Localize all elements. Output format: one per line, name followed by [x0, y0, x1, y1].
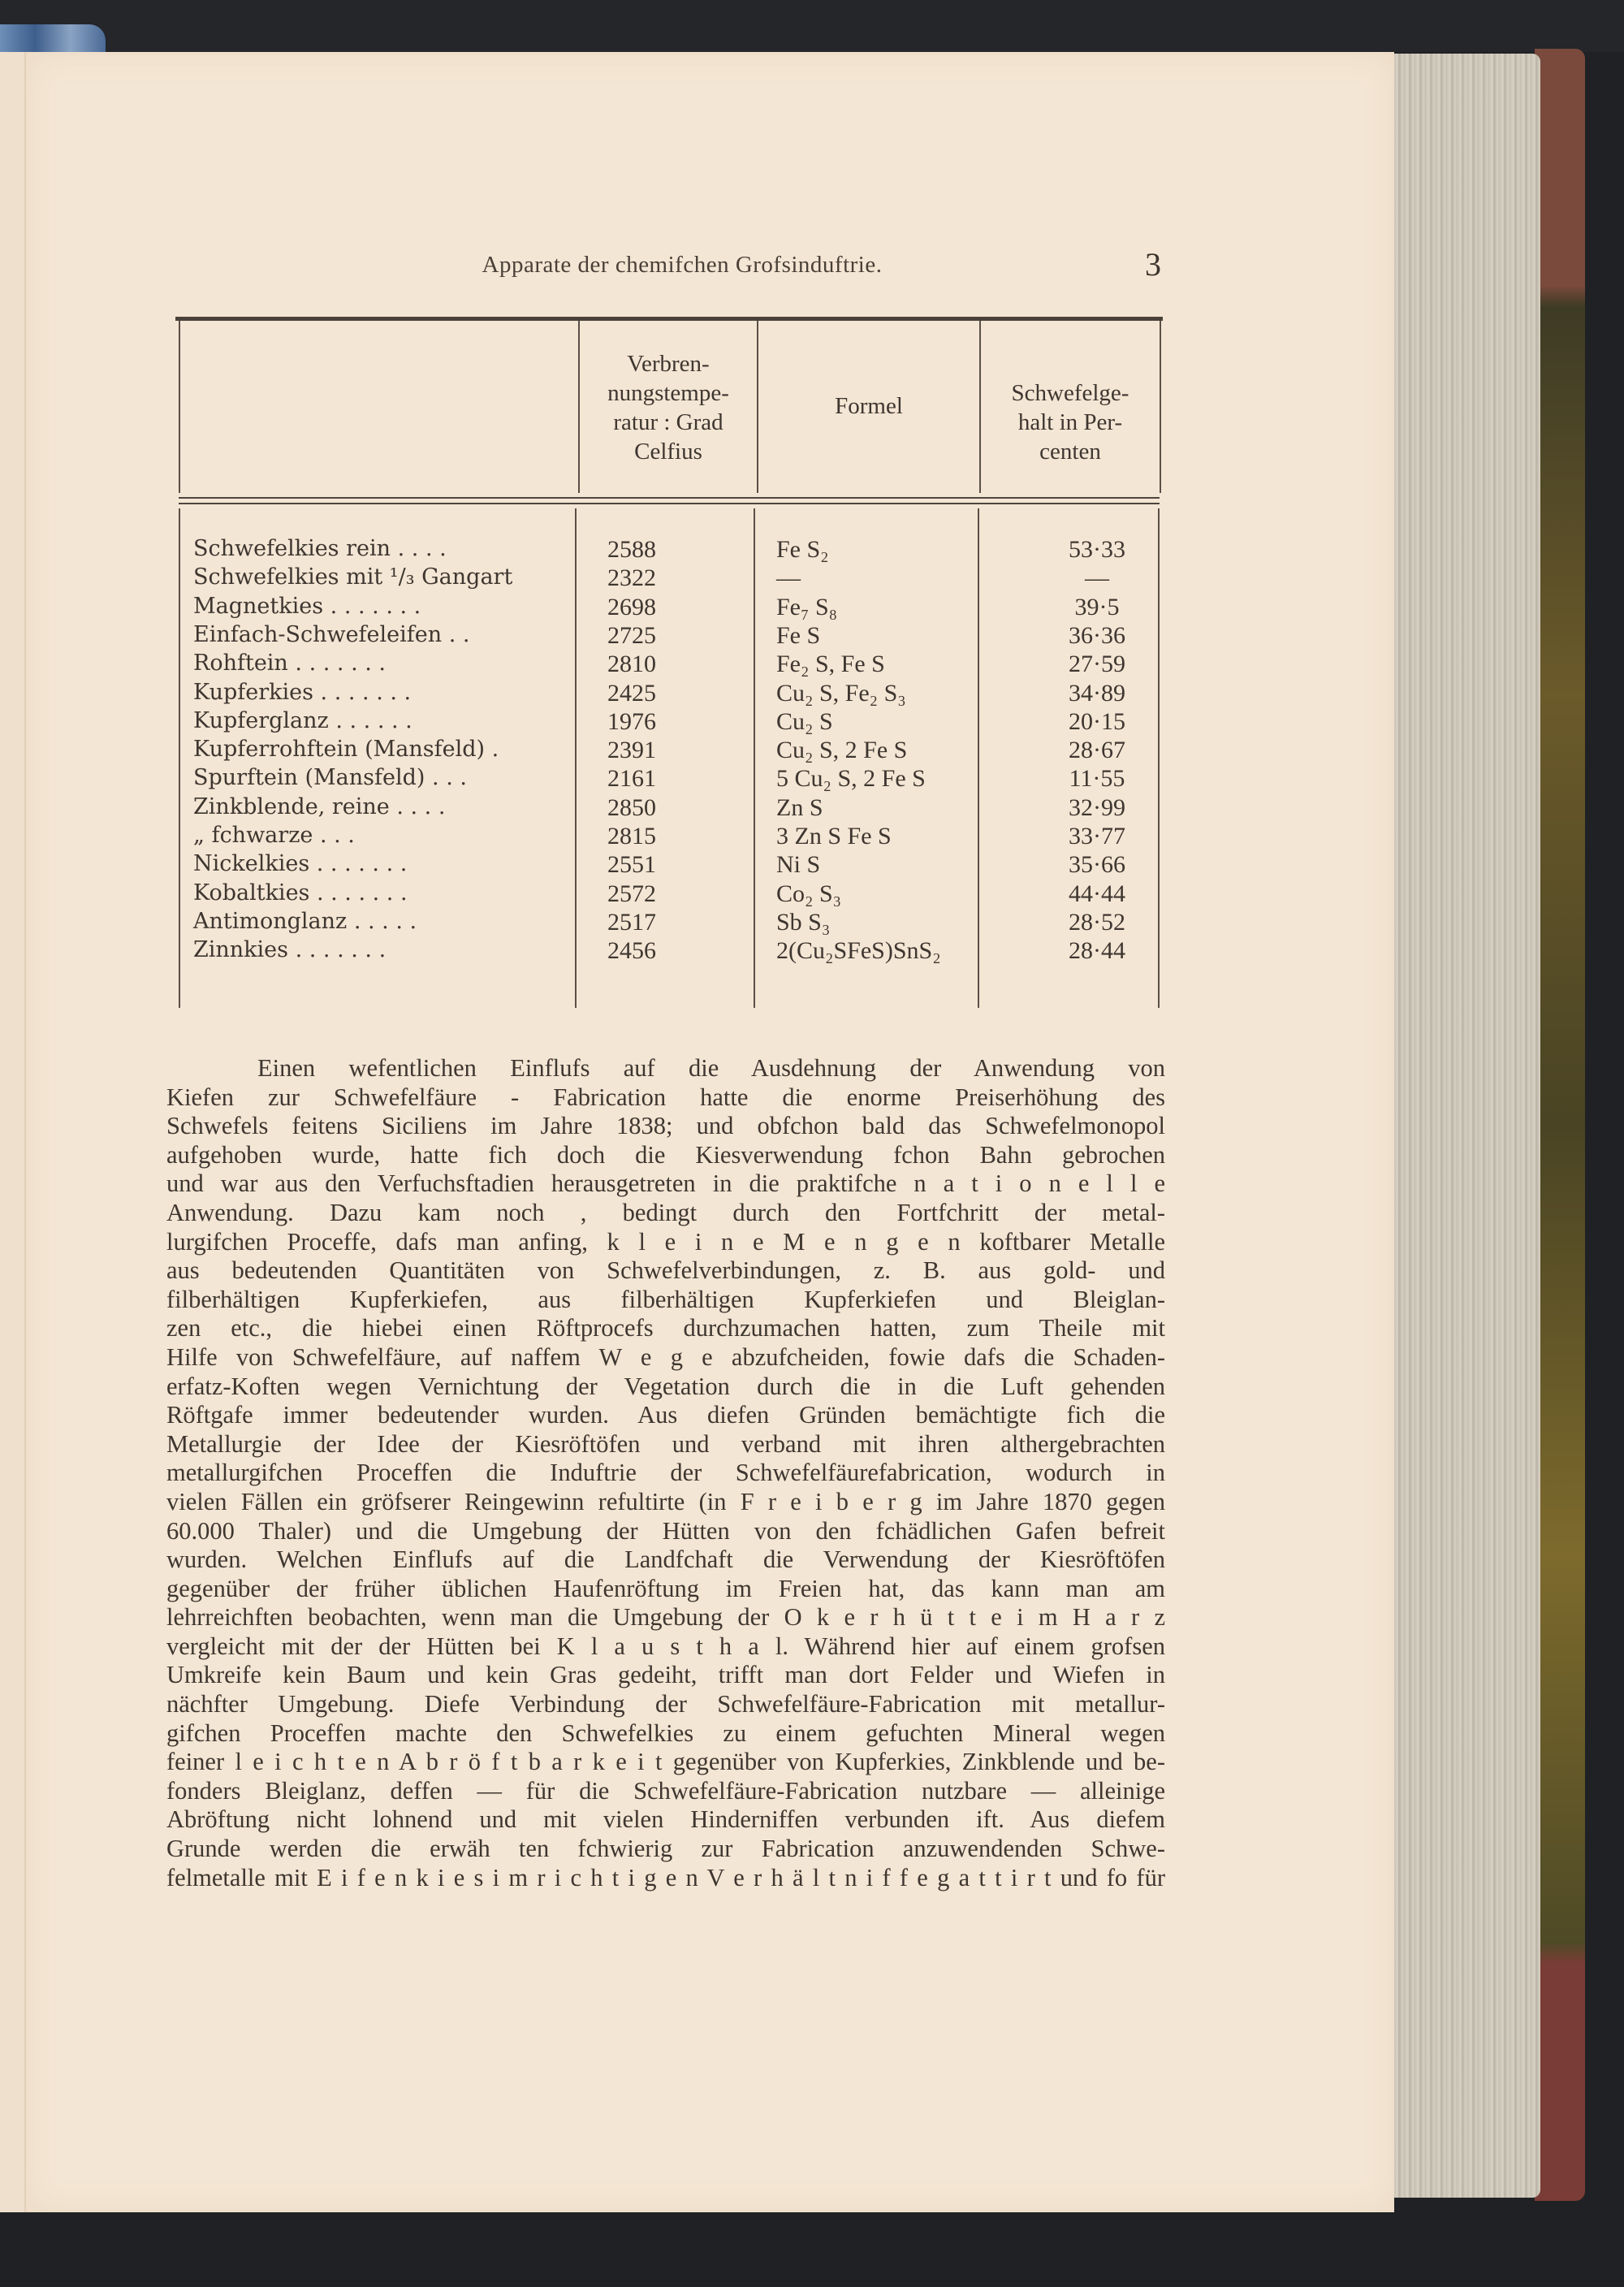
cell-sulfur-percent: 20·15: [1069, 707, 1125, 735]
cell-temperature: 2551: [607, 851, 656, 879]
cell-formula: Fe₇ S₈: [776, 593, 838, 620]
text-line: lurgifchen Proceffe, dafs man anfing, k l e i n e M e n g e n koftbarer Metalle: [166, 1227, 1165, 1256]
text-line: Röftgafe immer bedeutender wurden. Aus diefen Gründen bemächtigte fich die: [166, 1401, 1165, 1429]
text-line: aufgehoben wurde, hatte fich doch die Kiesverwendung fchon Bahn gebrochen: [166, 1140, 1165, 1169]
text-line: nächfter Umgebung. Diefe Verbindung der Schwefelfäure-Fabrication mit metallur-: [166, 1690, 1165, 1718]
header-temperature: [580, 349, 757, 466]
cell-sulfur-percent: 28·44: [1069, 937, 1125, 965]
text-line: und war aus den Verfuchsftadien herausgetreten in die praktifche n a t i o n e l l e: [166, 1169, 1165, 1198]
text-line: 60.000 Thaler) und die Umgebung der Hütten von den fchädlichen Gafen befreit: [166, 1516, 1165, 1545]
cell-temperature: 2815: [607, 823, 656, 850]
cell-formula: Sb S₃: [776, 908, 831, 936]
text-line: gegenüber der früher üblichen Haufenröftung im Freien hat, das kann man am: [166, 1574, 1165, 1602]
header-sulfur-content: [981, 378, 1160, 466]
text-line: vergleicht mit der der Hütten bei K l a u s t h a l. Während hier auf einem grofsen: [166, 1632, 1165, 1660]
text-line: feiner l e i c h t e n A b r ö f t b a r k e i t gegenüber von Kupferkies, Zinkblende und be-: [166, 1748, 1165, 1776]
text-line: gifchen Proceffen machte den Schwefelkies zu einem gefuchten Mineral wegen: [166, 1718, 1165, 1747]
cell-temperature: 2850: [607, 793, 656, 821]
column-divider: [575, 508, 577, 1008]
cell-sulfur-percent: 27·59: [1069, 651, 1125, 678]
table-border-right: [1160, 321, 1161, 493]
text-line: Anwendung. Dazu kam noch , bedingt durch den Fortfchritt der metal-: [166, 1198, 1165, 1226]
cell-formula: Fe₂ S, Fe S: [776, 651, 885, 678]
text-line: vielen Fällen ein gröfserer Reingewinn refultirte (in F r e i b e r g im Jahre 1870 gegen: [166, 1487, 1165, 1515]
cell-sulfur-percent: —: [1085, 564, 1109, 592]
cell-temperature: 2322: [607, 564, 656, 592]
cell-formula: Ni S: [776, 851, 821, 879]
cell-sulfur-percent: 35·66: [1069, 851, 1125, 879]
cell-temperature: 1976: [607, 707, 656, 735]
text-line: aus bedeutenden Quantitäten von Schwefelverbindungen, z. B. aus gold- und: [166, 1256, 1165, 1285]
table-header-rule: [179, 497, 1160, 499]
cell-sulfur-percent: 33·77: [1069, 823, 1125, 850]
body-paragraph: [166, 1054, 1165, 1892]
cell-mineral-name: Nickelkies . . . . . . .: [193, 851, 408, 877]
cell-formula: Zn S: [776, 793, 823, 821]
cell-formula: 2(Cu₂SFeS)SnS₂: [776, 937, 941, 965]
cell-sulfur-percent: 32·99: [1069, 793, 1125, 821]
cell-mineral-name: Kupferkies . . . . . . .: [193, 679, 412, 705]
cell-mineral-name: Schwefelkies mit ¹/₃ Gangart: [193, 564, 513, 590]
cell-formula: Cu₂ S, 2 Fe S: [776, 737, 908, 764]
cell-sulfur-percent: 36·36: [1069, 621, 1125, 649]
text-line: filberhältigen Kupferkiefen, aus filberhältigen Kupferkiefen und Bleiglan-: [166, 1285, 1165, 1313]
header-line: centen: [1039, 439, 1101, 465]
book-cover-edge: [1535, 49, 1585, 2201]
text-line: Schwefels feitens Siciliens im Jahre 1838; und obfchon bald das Schwefelmonopol: [166, 1112, 1165, 1140]
book-cover-background: [0, 0, 1624, 52]
table-header-rule: [179, 503, 1160, 504]
cell-temperature: 2725: [607, 621, 656, 649]
cell-sulfur-percent: 28·67: [1069, 737, 1125, 764]
text-line: Abröftung nicht lohnend und mit vielen Hinderniffen verbunden ift. Aus diefem: [166, 1805, 1165, 1834]
text-line: wurden. Welchen Einflufs auf die Landfchaft die Verwendung der Kiesröftöfen: [166, 1546, 1165, 1574]
cell-formula: Fe S₂: [776, 536, 829, 563]
cell-temperature: 2572: [607, 880, 656, 907]
cell-formula: Cu₂ S: [776, 707, 833, 735]
text-line: metallurgifchen Proceffen die Induftrie der Schwefelfäurefabrication, wodurch in: [166, 1459, 1165, 1487]
cell-mineral-name: Antimonglanz . . . . .: [193, 908, 417, 934]
cell-mineral-name: Einfach-Schwefeleifen . .: [193, 621, 470, 647]
cell-temperature: 2391: [607, 737, 656, 764]
cell-mineral-name: Magnetkies . . . . . . .: [193, 593, 421, 619]
header-line: Celfius: [634, 439, 702, 465]
cell-mineral-name: Schwefelkies rein . . . .: [193, 536, 447, 561]
text-line: Metallurgie der Idee der Kiesröftöfen und verband mit ihren althergebrachten: [166, 1429, 1165, 1458]
header-line: Verbren-: [627, 351, 710, 377]
header-formula: Formel: [835, 393, 903, 419]
header-line: nungstempe-: [607, 380, 729, 406]
page-block-edges: [1394, 54, 1540, 2198]
cell-formula: —: [776, 564, 801, 592]
table-border-left: [179, 508, 180, 1008]
header-line: halt in Per-: [1017, 409, 1123, 435]
cell-temperature: 2698: [607, 593, 656, 620]
gutter-strip: [0, 52, 26, 2212]
text-line: Einen wefentlichen Einflufs auf die Ausdehnung der Anwendung von: [257, 1054, 1165, 1082]
cell-sulfur-percent: 28·52: [1069, 908, 1125, 936]
cell-sulfur-percent: 34·89: [1069, 679, 1125, 707]
cell-mineral-name: „ fchwarze . . .: [193, 823, 355, 848]
cell-mineral-name: Kupferglanz . . . . . .: [193, 707, 412, 733]
header-line: ratur : Grad: [613, 409, 723, 435]
column-divider: [978, 508, 979, 1008]
text-line: lehrreichften beobachten, wenn man die Umgebung der O k e r h ü t t e i m H a r z: [166, 1603, 1165, 1632]
cell-sulfur-percent: 39·5: [1074, 593, 1120, 620]
cell-formula: 3 Zn S Fe S: [776, 823, 892, 850]
running-head: Apparate der chemifchen Grofsinduftrie.: [482, 252, 883, 278]
mineral-table: [175, 317, 1163, 1015]
cell-temperature: 2517: [607, 908, 656, 936]
cell-formula: 5 Cu₂ S, 2 Fe S: [776, 765, 926, 793]
cell-sulfur-percent: 11·55: [1069, 765, 1125, 793]
cell-sulfur-percent: 53·33: [1069, 536, 1125, 563]
cell-mineral-name: Spurftein (Mansfeld) . . .: [193, 765, 467, 791]
cell-temperature: 2456: [607, 937, 656, 965]
text-line: Umkreife kein Baum und kein Gras gedeiht, trifft man dort Felder und Wiefen in: [166, 1661, 1165, 1689]
text-line: zen etc., die hiebei einen Röftprocefs durchzumachen hatten, zum Theile mit: [166, 1314, 1165, 1342]
cell-temperature: 2588: [607, 536, 656, 563]
cell-mineral-name: Kobaltkies . . . . . . .: [193, 880, 408, 906]
text-line: fonders Bleiglanz, deffen — für die Schwefelfäure-Fabrication nutzbare — alleinige: [166, 1776, 1165, 1805]
cell-formula: Fe S: [776, 621, 821, 649]
book-headband: [0, 24, 106, 52]
cell-temperature: 2425: [607, 679, 656, 707]
cell-temperature: 2161: [607, 765, 656, 793]
column-divider: [754, 508, 755, 1008]
cell-formula: Co₂ S₃: [776, 880, 842, 907]
page-number: 3: [1145, 246, 1161, 283]
text-line: erfatz-Koften wegen Vernichtung der Vegetation durch die in die Luft gehenden: [166, 1372, 1165, 1400]
cell-mineral-name: Zinkblende, reine . . . .: [193, 793, 446, 819]
table-border-left: [179, 321, 180, 493]
cell-formula: Cu₂ S, Fe₂ S₃: [776, 679, 906, 707]
cell-mineral-name: Rohftein . . . . . . .: [193, 651, 386, 677]
cell-mineral-name: Kupferrohftein (Mansfeld) .: [193, 737, 499, 763]
text-line: Kiefen zur Schwefelfäure - Fabrication hatte die enorme Preiserhöhung des: [166, 1083, 1165, 1111]
text-line: felmetalle mit E i f e n k i e s i m r i c h t i g e n V e r h ä l t n i f f e g a t t i r t und fo für: [166, 1863, 1165, 1891]
cell-mineral-name: Zinnkies . . . . . . .: [193, 937, 387, 963]
cell-temperature: 2810: [607, 651, 656, 678]
cell-sulfur-percent: 44·44: [1069, 880, 1125, 907]
header-line: Schwefelge-: [1011, 380, 1129, 406]
text-line: Grunde werden die erwäh ten fchwierig zur Fabrication anzuwendenden Schwe-: [166, 1835, 1165, 1863]
text-line: Hilfe von Schwefelfäure, auf naffem W e g e abzufcheiden, fowie dafs die Schaden-: [166, 1342, 1165, 1371]
table-top-rule: [175, 317, 1163, 321]
